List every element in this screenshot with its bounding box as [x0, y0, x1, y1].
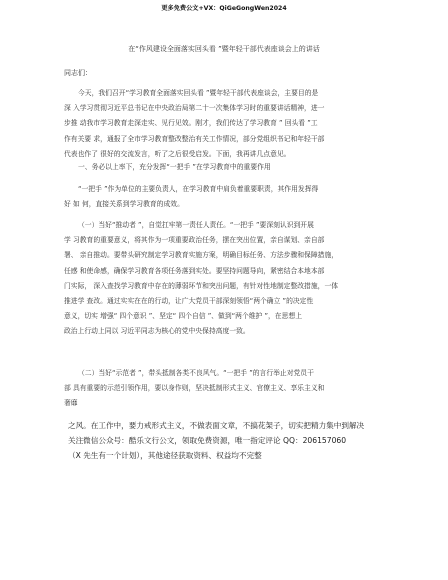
promo-header: 更多免费公文+VX：QiGeGongWen2024 [161, 5, 287, 12]
text-line: （X 先生有一个计划），其他途径获取资料、权益均不完整 [68, 451, 262, 460]
text-line: 好 如 何，直接关系到学习教育的成效。 [64, 200, 184, 209]
text-line: 部 具有重要的示范引领作用，要以身作则，坚决抵制形式主义、官僚主义、享乐主义和 [64, 384, 325, 393]
paragraph-exemplar [64, 366, 404, 412]
footer-notice [68, 418, 398, 463]
text-line: 代表也作了 很好的交流发言，听了之后很受启发。下面，我再讲几点意见。 [64, 149, 291, 158]
section-heading-1 [64, 160, 404, 175]
text-line: 推进学 查改。通过实实在在的行动，让广大党员干部深刻领悟“两个确立 ”的决定性 [64, 297, 314, 306]
text-line: 意义，切实 增强“ 四个意识 ”、坚定“ 四个自信 ”、做到“两个维护 ”，在思想上 [64, 312, 302, 321]
text-line: （二）当好“示范者 ”，带头抵制各类不良风气。“一把手 ”的言行举止对党员干 [78, 369, 314, 377]
text-line: 署、 亲自推动。要带头研究制定学习教育实施方案，明确目标任务、方法步骤和保障措施， [64, 251, 339, 260]
text-line: 之风。在工作中，要力戒形式主义，不做表面文章，不搞花架子，切实把精力集中到解决 [68, 421, 365, 430]
text-line: 关注微信公众号：酷乐文行公文，领取免费资源，唯一指定评论 QQ：206157060 [68, 436, 347, 445]
text-line: 任感 和使命感，确保学习教育各项任务落到实处。要坚持问题导向，紧密结合本地本部 [64, 266, 325, 275]
text-line: （一）当好“推动者 ”，自觉扛牢第一责任人责任。“一把手 ”要深刻认识到开展 [78, 221, 314, 229]
greeting: 同志们： [64, 69, 92, 77]
text-line: 步推 动我市学习教育走深走实、见行见效。刚才，我们传达了学习教育 ” 回头看 ”工 [64, 119, 318, 128]
text-line: 学 习教育的重要意义，将其作为一项重要政治任务，摆在突出位置，亲自谋划、亲自部 [64, 236, 325, 245]
text-line: 作有关要 求，通报了全市学习教育整改整治有关工作情况，部分党组织书记和年轻干部 [64, 134, 325, 143]
speech-title: 在“作风建设全面落实回头看 ”暨年轻干部代表座谈会上的讲话 [128, 45, 320, 53]
text-line: 今天，我们召开“学习教育全面落实回头看 ”暨年轻干部代表座谈会，主要目的是 [78, 89, 319, 97]
paragraph-intro [64, 86, 404, 162]
text-line: 奢靡 [64, 399, 78, 408]
heading-line: 一、务必以上率下，充分发挥“一把手 ”在学习教育中的重要作用 [78, 163, 271, 171]
paragraph-promoter [64, 218, 404, 340]
text-line: 门实际， 深入查找学习教育中存在的薄弱环节和突出问题，有针对性地制定整改措施，一体 [64, 281, 339, 290]
text-line: 政治上行动上同以 习近平同志为核心的党中央保持高度一致。 [64, 327, 250, 336]
text-line: 深 入学习贯彻习近平总书记在中央政治局第二十一次集体学习时的重要讲话精神，进一 [64, 104, 325, 113]
paragraph-leader-role [64, 182, 404, 212]
text-line: “一把手 ”作为单位的主要负责人，在学习教育中肩负着重要职责，其作用发挥得 [78, 185, 319, 193]
